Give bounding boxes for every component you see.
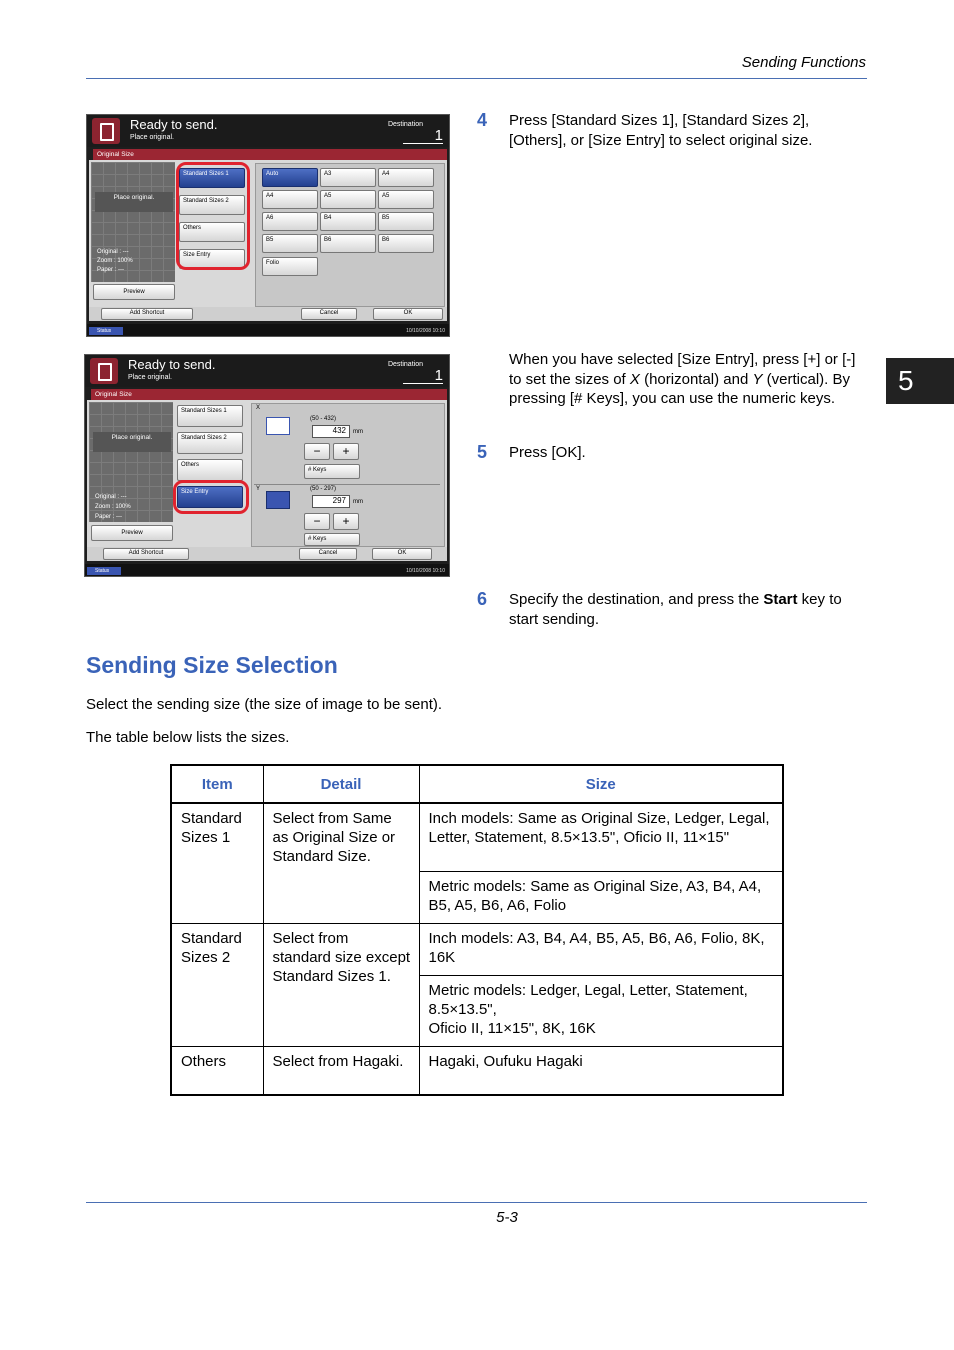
original-icon xyxy=(92,118,120,144)
standard-sizes-2-button[interactable]: Standard Sizes 2 xyxy=(177,432,243,454)
note-text-3: (vertical). By pressing [# Keys], you can use the numeric keys. xyxy=(509,370,851,407)
info-original: Original : --- xyxy=(95,494,127,500)
highlight-size-entry xyxy=(173,480,249,514)
y-minus-button[interactable]: − xyxy=(304,513,330,530)
size-entry-button[interactable]: Size Entry xyxy=(177,486,243,508)
standard-sizes-1-button[interactable]: Standard Sizes 1 xyxy=(177,405,243,427)
table-row xyxy=(171,803,783,871)
y-range: (50 - 297) xyxy=(310,486,337,492)
step-4-number: 4 xyxy=(477,110,488,130)
preview-button[interactable]: Preview xyxy=(91,525,173,541)
header-detail: Detail xyxy=(263,765,419,803)
header-size: Size xyxy=(419,765,783,803)
preview-button[interactable]: Preview xyxy=(93,284,175,300)
step-4-text: Press [Standard Sizes 1], [Standard Sizes 2], [Others], or [Size Entry] to select original size. xyxy=(509,112,813,149)
size-a5-button[interactable]: A5 xyxy=(378,190,434,209)
size-a5-landscape-button[interactable]: A5 xyxy=(320,190,376,209)
cell-size: Inch models: A3, B4, A4, B5, A5, B6, A6, Folio, 8K, 16K xyxy=(419,923,783,975)
panel-screenshot-size-entry xyxy=(84,354,450,577)
cell-item: Standard Sizes 2 xyxy=(171,923,263,1046)
info-paper: Paper : --- xyxy=(97,267,125,273)
step-5-text: Press [OK]. xyxy=(509,444,586,461)
y-dimension-icon xyxy=(266,491,290,509)
size-a6-button[interactable]: A6 xyxy=(262,212,318,231)
y-value-field[interactable]: 297 xyxy=(312,495,350,508)
place-message: Place original. xyxy=(128,374,172,381)
section-title: Sending Size Selection xyxy=(86,652,338,678)
preview-area xyxy=(91,162,175,282)
panel-body xyxy=(89,160,447,308)
cell-detail: Select from Hagaki. xyxy=(263,1046,419,1095)
info-zoom: Zoom : 100% xyxy=(97,258,133,264)
size-auto-button[interactable]: Auto xyxy=(262,168,318,187)
note-y: Y xyxy=(752,370,763,388)
size-entry-button[interactable]: Size Entry xyxy=(179,249,245,269)
step-6-number: 6 xyxy=(477,589,488,609)
others-button[interactable]: Others xyxy=(179,222,245,242)
x-dimension-icon xyxy=(266,417,290,435)
status-bar xyxy=(85,564,449,576)
status-bar xyxy=(87,324,449,336)
note-x: X xyxy=(629,370,640,388)
info-zoom: Zoom : 100% xyxy=(95,504,131,510)
step-6-text-2: key to start sending. xyxy=(509,591,842,628)
highlight-standard-sizes xyxy=(176,162,250,270)
table-intro: The table below lists the sizes. xyxy=(86,729,290,746)
size-b5-button[interactable]: B5 xyxy=(262,234,318,253)
add-shortcut-button[interactable]: Add Shortcut xyxy=(101,308,193,320)
cancel-button[interactable]: Cancel xyxy=(301,308,357,320)
size-b5-landscape-button[interactable]: B5 xyxy=(378,212,434,231)
cancel-button[interactable]: Cancel xyxy=(299,548,357,560)
ready-message: Ready to send. xyxy=(130,117,218,132)
ready-message: Ready to send. xyxy=(128,357,216,372)
destination-count: 1 xyxy=(403,127,443,144)
size-folio-button[interactable]: Folio xyxy=(262,257,318,276)
panel-bottom-bar xyxy=(87,547,447,561)
x-plus-button[interactable]: + xyxy=(333,443,359,460)
x-unit: mm xyxy=(353,429,363,435)
note-text-2: (horizontal) and xyxy=(639,370,753,388)
destination-count: 1 xyxy=(403,367,443,384)
table-row xyxy=(171,1046,783,1095)
panel-topbar xyxy=(85,355,449,387)
size-b6-landscape-button[interactable]: B6 xyxy=(320,234,376,253)
ok-button[interactable]: OK xyxy=(373,308,443,320)
chapter-tab: 5 xyxy=(886,358,954,404)
cell-detail: Select from standard size except Standard Sizes 1. xyxy=(263,923,419,1046)
destination-label: Destination xyxy=(387,121,423,128)
size-b4-button[interactable]: B4 xyxy=(320,212,376,231)
cell-item: Others xyxy=(171,1046,263,1095)
original-size-bar: Original Size xyxy=(93,149,447,160)
page-number: 5-3 xyxy=(496,1209,518,1226)
clock: 10/10/2008 10:10 xyxy=(406,568,445,574)
cell-size: Hagaki, Oufuku Hagaki xyxy=(419,1046,783,1095)
standard-sizes-2-button[interactable]: Standard Sizes 2 xyxy=(179,195,245,215)
note-text-1: When you have selected [Size Entry], press [+] or [-] to set the sizes of xyxy=(509,351,856,388)
header-divider xyxy=(86,78,867,79)
footer-divider xyxy=(86,1202,867,1203)
info-paper: Paper : --- xyxy=(95,514,123,520)
sending-size-table xyxy=(170,764,784,1096)
step-5-number: 5 xyxy=(477,442,488,462)
destination-label: Destination xyxy=(387,361,423,368)
ok-button[interactable]: OK xyxy=(372,548,432,560)
cell-detail: Select from Same as Original Size or Standard Size. xyxy=(263,803,419,923)
x-range: (50 - 432) xyxy=(310,416,337,422)
cell-size: Metric models: Ledger, Legal, Letter, Statement, 8.5×13.5", Oficio II, 11×15", 8K, 16K xyxy=(419,975,783,1046)
panel-body xyxy=(87,400,447,548)
y-label: Y xyxy=(256,486,261,492)
x-value-field[interactable]: 432 xyxy=(312,425,350,438)
cell-size: Inch models: Same as Original Size, Ledger, Legal, Letter, Statement, 8.5×13.5", Oficio II, 11×15" xyxy=(419,803,783,871)
panel-topbar xyxy=(87,115,449,147)
size-grid xyxy=(255,163,445,307)
cell-item: Standard Sizes 1 xyxy=(171,803,263,923)
y-unit: mm xyxy=(353,499,363,505)
clock: 10/10/2008 10:10 xyxy=(406,328,445,334)
size-b6-button[interactable]: B6 xyxy=(378,234,434,253)
size-entry-note xyxy=(509,350,867,409)
step-6-text-1: Specify the destination, and press the xyxy=(509,591,764,608)
section-intro: Select the sending size (the size of image to be sent). xyxy=(86,696,443,713)
preview-area xyxy=(89,402,173,522)
size-entry-box xyxy=(251,403,445,547)
status-button[interactable]: Status xyxy=(89,327,123,335)
standard-sizes-1-button[interactable]: Standard Sizes 1 xyxy=(179,168,245,188)
step-6-text xyxy=(509,590,869,629)
panel-bottom-bar xyxy=(89,307,447,321)
header-title: Sending Functions xyxy=(741,54,866,71)
place-message: Place original. xyxy=(130,134,174,141)
x-minus-button[interactable]: − xyxy=(304,443,330,460)
size-a4-button[interactable]: A4 xyxy=(262,190,318,209)
add-shortcut-button[interactable]: Add Shortcut xyxy=(103,548,189,560)
cell-size: Metric models: Same as Original Size, A3, B4, A4, B5, A5, B6, A6, Folio xyxy=(419,871,783,923)
panel-screenshot-original-size xyxy=(86,114,450,337)
xy-divider xyxy=(254,484,440,485)
original-icon xyxy=(90,358,118,384)
table-header-row xyxy=(171,765,783,803)
size-a4-landscape-button[interactable]: A4 xyxy=(378,168,434,187)
table-row xyxy=(171,923,783,975)
place-original-label: Place original. xyxy=(95,192,173,212)
others-button[interactable]: Others xyxy=(177,459,243,481)
y-plus-button[interactable]: + xyxy=(333,513,359,530)
step-6-start-key: Start xyxy=(763,591,798,608)
info-original: Original : --- xyxy=(97,249,129,255)
header-item: Item xyxy=(171,765,263,803)
x-keys-button[interactable]: # Keys xyxy=(304,464,360,479)
place-original-label: Place original. xyxy=(93,432,171,452)
size-a3-button[interactable]: A3 xyxy=(320,168,376,187)
original-size-bar: Original Size xyxy=(91,389,447,400)
x-label: X xyxy=(256,405,261,411)
status-button[interactable]: Status xyxy=(87,567,121,575)
y-keys-button[interactable]: # Keys xyxy=(304,533,360,546)
